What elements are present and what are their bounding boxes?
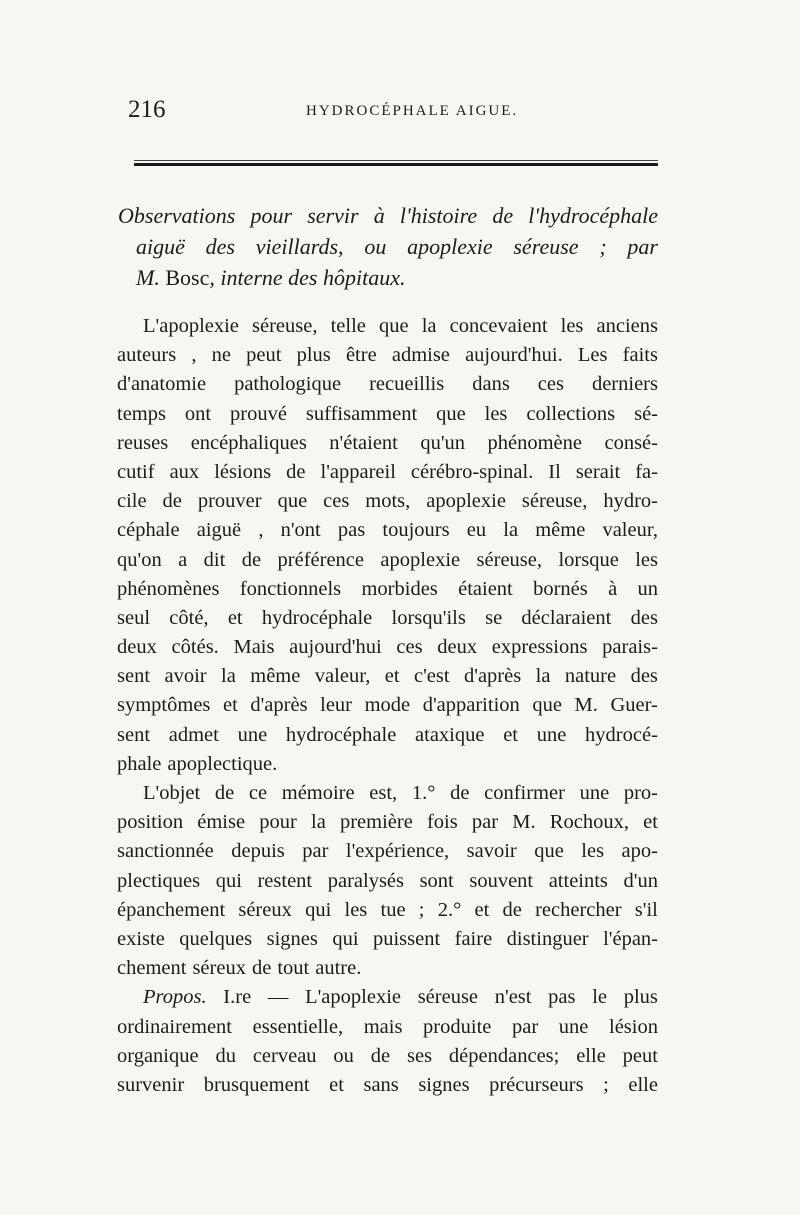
body-word: 1.° [411, 782, 436, 804]
body-line [117, 721, 658, 750]
body-word: mémoire [281, 782, 355, 804]
body-word: pathologique [234, 373, 342, 396]
body-word: , [258, 519, 264, 542]
body-word: M. [574, 694, 598, 717]
body-word: deux [117, 636, 157, 659]
body-word: ; [603, 1073, 609, 1096]
body-word: est, [369, 782, 398, 804]
body-word: céphale [117, 519, 180, 542]
body-word: d'apparition [422, 694, 520, 717]
body-word: côté, [169, 606, 209, 629]
heading-word: apoplexie [407, 234, 493, 259]
body-line [117, 604, 658, 633]
body-word: Il [548, 460, 561, 483]
body-word: cérébro-spinal. [410, 460, 534, 483]
heading-author-suffix: , interne des hôpitaux. [209, 265, 406, 290]
body-word: c'est [414, 665, 450, 688]
body-word: mais [363, 1015, 403, 1038]
body-word: même [535, 519, 586, 542]
body-word: encéphaliques [190, 431, 307, 454]
heading-word: par [627, 234, 658, 259]
body-word: sont [419, 869, 454, 892]
body-word: plus [623, 986, 658, 1009]
body-word: et [643, 811, 658, 834]
body-word: de [450, 782, 470, 804]
body-word: ces [537, 373, 564, 396]
body-word: plus [296, 344, 331, 367]
body-word: une [237, 723, 268, 746]
body-word: hydrocé- [585, 723, 658, 746]
heading-word: servir [307, 203, 359, 228]
body-word: les [484, 402, 508, 425]
body-word: séreux [238, 898, 292, 921]
rule-thick [134, 163, 658, 166]
body-word: lésion [609, 1015, 658, 1038]
body-word: avoir [164, 665, 207, 688]
body-word: aujourd'hui [289, 636, 382, 659]
body-word: d'après [250, 694, 308, 717]
body-word: rechercher [535, 898, 622, 921]
body-word: , [191, 344, 197, 367]
body-word: derniers [591, 373, 658, 396]
body-word: être [345, 344, 377, 367]
body-word: la [535, 665, 551, 688]
body-word: une [536, 723, 567, 746]
body-word: plectiques [117, 869, 201, 892]
body-text [117, 312, 658, 1100]
body-word: un [637, 577, 658, 600]
body-word: et [227, 606, 243, 629]
body-word: étaient [458, 577, 513, 600]
body-word: par [471, 811, 499, 834]
body-word: phénomènes [117, 577, 220, 600]
body-word: de [162, 490, 182, 513]
body-word: temps [117, 402, 166, 425]
body-word: séreux [192, 957, 246, 980]
body-word: qui [215, 869, 242, 892]
body-word: apoplexie [380, 548, 461, 571]
body-word: et [503, 723, 518, 746]
body-word: puissent [372, 927, 441, 950]
body-word: séreuse, [476, 548, 543, 571]
body-word: de [370, 1044, 391, 1067]
body-word: épanchement [117, 898, 226, 921]
body-word: lésions [214, 460, 272, 483]
heading-word: séreuse [513, 234, 579, 259]
body-word: prouvé [230, 402, 287, 425]
body-word: de [241, 548, 262, 571]
body-word: séreuse, [252, 315, 318, 337]
body-line [117, 1013, 658, 1042]
body-line [117, 575, 658, 604]
body-word: seul [117, 606, 151, 629]
body-word: les [635, 548, 658, 571]
body-word: du [215, 1044, 236, 1067]
body-word: lorsque [558, 548, 619, 571]
body-word: fa- [635, 460, 658, 483]
body-word: préférence [277, 548, 364, 571]
body-word: a [178, 548, 188, 571]
body-word: anciens [596, 315, 658, 337]
body-word: symptômes [117, 694, 211, 717]
body-line [117, 400, 658, 429]
body-line [117, 487, 658, 516]
body-word: consé- [604, 431, 658, 454]
body-word: tout [277, 957, 310, 980]
heading-word: l'hydrocéphale [528, 203, 658, 228]
page-number: 216 [128, 96, 166, 123]
body-word: et [329, 1073, 344, 1096]
heading-word: vieillards, [255, 234, 344, 259]
body-word: ou [333, 1044, 354, 1067]
body-word: n'étaient [329, 431, 398, 454]
body-word: produite [423, 1015, 492, 1038]
body-word: par [511, 1015, 539, 1038]
body-word: sé- [634, 402, 658, 425]
body-word: n'ont [280, 519, 321, 542]
body-word: telle [330, 315, 366, 337]
body-word: d'après [464, 665, 522, 688]
body-word: faire [454, 927, 493, 950]
body-word: Guer- [610, 694, 658, 717]
body-word: collections [526, 402, 616, 425]
body-word: bornés [533, 577, 588, 600]
body-word: de [502, 898, 522, 921]
body-word: expressions [491, 636, 588, 659]
body-line [117, 1071, 658, 1100]
body-word: ataxique [415, 723, 485, 746]
heading-word: l'histoire [399, 203, 478, 228]
body-line [117, 954, 658, 983]
heading-word: à [373, 203, 385, 228]
body-word: de [214, 782, 235, 804]
body-word: les [560, 315, 584, 337]
body-word: qu'on [117, 548, 162, 571]
body-word: tue [380, 898, 406, 921]
body-word: mode [364, 694, 411, 717]
body-word: paralysés [327, 869, 404, 892]
body-word: ce [248, 782, 268, 804]
body-word: hydrocéphale [261, 606, 373, 629]
body-word: séreuse, [521, 490, 588, 513]
body-word: leur [320, 694, 353, 717]
body-word: hydro- [603, 490, 658, 513]
heading-word: de [492, 203, 514, 228]
body-word: restent [257, 869, 313, 892]
body-word: sans [363, 1073, 399, 1096]
body-word: survenir [117, 1073, 185, 1096]
body-word: apoplectique. [167, 752, 278, 775]
body-word: que [534, 840, 564, 863]
body-word: reuses [117, 431, 169, 454]
body-word: eu [466, 519, 487, 542]
body-word: cutif [117, 460, 155, 483]
body-word: hydrocéphale [285, 723, 397, 746]
body-word: phénomène [487, 431, 583, 454]
body-word: atteints [548, 869, 608, 892]
body-line [117, 896, 658, 925]
body-word: Rochoux, [549, 811, 629, 834]
body-word: M. [512, 811, 536, 834]
body-word: se [485, 606, 503, 629]
heading-word: pour [250, 203, 293, 228]
body-word: sent [117, 723, 151, 746]
body-word: essentielle, [252, 1015, 344, 1038]
body-word: la [311, 811, 326, 834]
body-word: ordinairement [117, 1015, 232, 1038]
body-word: la [421, 315, 437, 337]
body-word: que [436, 402, 466, 425]
body-word: suffisamment [305, 402, 418, 425]
body-word: aiguë [196, 519, 242, 542]
body-word: souvent [469, 869, 534, 892]
body-word: des [630, 606, 658, 629]
body-line [117, 429, 658, 458]
body-word: qui [305, 898, 332, 921]
body-word: l'épan- [603, 927, 658, 950]
body-word: dépendances; [448, 1044, 560, 1067]
heading-word: ou [364, 234, 387, 259]
propos-label: Propos. [143, 986, 207, 1009]
body-word: et [384, 665, 400, 688]
body-word: que [532, 694, 562, 717]
body-line [117, 458, 658, 487]
body-word: de [251, 957, 272, 980]
body-word: distinguer [506, 927, 589, 950]
body-word: le [592, 986, 607, 1009]
heading-author-name: Bosc [165, 265, 210, 290]
body-word: s'il [634, 898, 658, 921]
body-line [117, 750, 658, 779]
body-word: — [267, 986, 289, 1009]
body-word: précurseurs [489, 1073, 584, 1096]
body-word: que [379, 315, 409, 337]
body-word: des [630, 665, 658, 688]
body-word: brusquement [203, 1073, 310, 1096]
heading-author-prefix: M. [136, 265, 160, 290]
body-line [117, 516, 658, 545]
body-word: concevaient [449, 315, 548, 337]
body-line [117, 662, 658, 691]
body-word: à [608, 577, 618, 600]
body-word: L'objet [143, 782, 201, 804]
body-word: cile [117, 490, 147, 513]
body-word: pas [337, 519, 366, 542]
heading-word: aiguë [136, 234, 185, 259]
body-word: parais- [602, 636, 658, 659]
body-word: sent [117, 665, 151, 688]
body-line [117, 837, 658, 866]
body-word: cerveau [252, 1044, 317, 1067]
body-word: depuis [231, 840, 285, 863]
body-word: l'appareil [320, 460, 396, 483]
body-word: prouver [197, 490, 262, 513]
body-word: qui [332, 927, 359, 950]
body-word: toujours [382, 519, 450, 542]
heading-word: des [205, 234, 235, 259]
body-word: morbides [361, 577, 438, 600]
propos-number: I.re [223, 986, 252, 1009]
body-word: deux [437, 636, 478, 659]
body-word: admet [168, 723, 219, 746]
body-word: chement [117, 957, 187, 980]
body-line [117, 691, 658, 720]
body-word: valeur, [602, 519, 658, 542]
body-word: la [503, 519, 519, 542]
body-word: nature [564, 665, 617, 688]
body-word: dit [203, 548, 226, 571]
heading-line-2 [118, 231, 658, 262]
body-word: Mais [233, 636, 275, 659]
body-word: mots, [365, 490, 411, 513]
body-word: ces [323, 490, 350, 513]
body-word: et [474, 898, 490, 921]
body-word: phale [117, 752, 162, 775]
body-word: L'apoplexie [305, 986, 401, 1009]
body-word: l'expérience, [345, 840, 450, 863]
body-word: côtés. [171, 636, 219, 659]
body-word: d'anatomie [117, 373, 207, 396]
body-word: Les [577, 344, 608, 367]
body-word: savoir [466, 840, 517, 863]
body-word: émise [197, 811, 246, 834]
body-line [117, 633, 658, 662]
body-word: les [344, 898, 368, 921]
body-word: sanctionnée [117, 840, 214, 863]
body-word: auteurs [117, 344, 177, 367]
body-word: L'apoplexie [143, 315, 239, 337]
body-word: fois [426, 811, 458, 834]
body-word: peut [622, 1044, 658, 1067]
body-word: dans [472, 373, 510, 396]
body-word: les [581, 840, 605, 863]
body-word: pro- [623, 782, 658, 804]
heading-line-3 [118, 262, 658, 293]
body-word: valeur, [314, 665, 371, 688]
body-word: une [558, 1015, 589, 1038]
running-head [128, 96, 656, 126]
body-word: la [221, 665, 236, 688]
heading-word: Observations [118, 203, 236, 228]
body-word: faits [622, 344, 658, 367]
body-word: position [117, 811, 184, 834]
body-word: elle [628, 1073, 658, 1096]
body-word: existe [117, 927, 165, 950]
body-word: même [250, 665, 301, 688]
body-word: elle [576, 1044, 606, 1067]
article-heading [118, 200, 658, 293]
body-word: aujourd'hui. [465, 344, 563, 367]
body-word: recueillis [369, 373, 445, 396]
heading-word: ; [599, 234, 607, 259]
body-word: apoplexie [426, 490, 506, 513]
body-line [117, 370, 658, 399]
body-word: et [222, 694, 238, 717]
body-word: signes [266, 927, 318, 950]
rule-thin [134, 160, 658, 161]
body-word: confirmer [484, 782, 565, 804]
body-word: aux [169, 460, 200, 483]
body-word: 2.° [437, 898, 462, 921]
body-line [117, 808, 658, 837]
body-line [117, 867, 658, 896]
body-word: ; [418, 898, 425, 921]
body-word: pas [548, 986, 576, 1009]
body-word: de [286, 460, 306, 483]
body-line [117, 779, 658, 808]
body-word: une [579, 782, 610, 804]
body-word: pour [259, 811, 297, 834]
body-word: d'un [623, 869, 658, 892]
body-line [117, 546, 658, 575]
body-line [117, 312, 658, 341]
body-word: déclaraient [521, 606, 612, 629]
body-word: peut [246, 344, 282, 367]
body-word: serait [575, 460, 621, 483]
body-word: n'est [494, 986, 532, 1009]
body-word: apo- [621, 840, 658, 863]
body-word: qu'un [420, 431, 466, 454]
body-word: signes [418, 1073, 470, 1096]
body-word: organique [117, 1044, 199, 1067]
header-rule [134, 157, 658, 166]
body-word: lorsqu'ils [391, 606, 466, 629]
body-word: quelques [179, 927, 253, 950]
body-word: admise [391, 344, 450, 367]
body-word: ont [184, 402, 212, 425]
body-word: fonctionnels [239, 577, 342, 600]
body-word: ne [211, 344, 231, 367]
body-word: première [339, 811, 413, 834]
body-word: ses [407, 1044, 433, 1067]
body-word: séreuse [417, 986, 479, 1009]
heading-line-1 [118, 200, 658, 231]
body-line [117, 1042, 658, 1071]
running-title: HYDROCÉPHALE AIGUE. [306, 103, 519, 119]
body-line [117, 983, 658, 1012]
body-word: que [277, 490, 308, 513]
body-word: ces [396, 636, 423, 659]
body-word: par [302, 840, 329, 863]
body-line [117, 925, 658, 954]
body-line [117, 341, 658, 370]
body-word: autre. [315, 957, 362, 980]
